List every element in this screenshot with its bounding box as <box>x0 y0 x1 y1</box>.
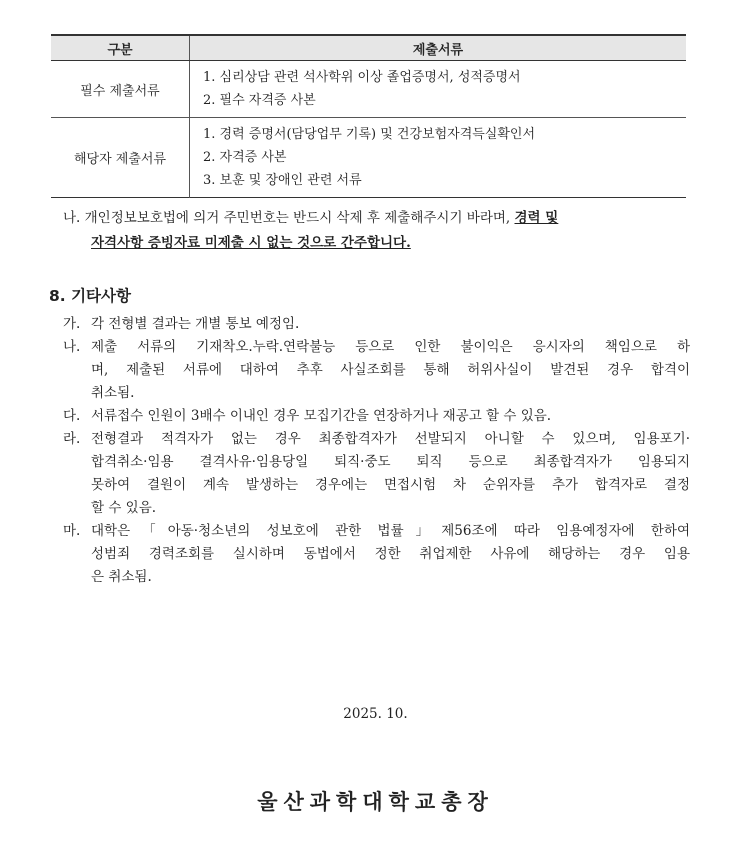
item-marker: 마. <box>63 523 81 539</box>
item-line: 못하여 결원이 계속 발생하는 경우에는 면접시험 차 순위자를 추가 합격자로 결정 <box>91 477 690 493</box>
item-line: 성범죄 경력조회를 실시하며 동법에서 정한 취업제한 사유에 해당하는 경우 임용 <box>91 546 690 562</box>
note-emphasis: 경력 및 <box>514 210 559 226</box>
item-line: 합격취소·임용 결격사유·임용당일 퇴직·중도 퇴직 등으로 최종합격자가 임용되지 <box>91 454 690 470</box>
item-line: 제출 서류의 기재착오.누락.연락불능 등으로 인한 불이익은 응시자의 책임으로 하 <box>91 339 690 355</box>
row-category: 해당자 제출서류 <box>51 118 190 198</box>
list-item <box>63 520 690 589</box>
documents-table <box>51 34 686 198</box>
item-line: 전형결과 적격자가 없는 경우 최종합격자가 선발되지 아니할 수 있으며, 임용포기· <box>91 431 690 447</box>
note-line-1 <box>63 206 558 226</box>
item-line: 은 취소됨. <box>91 569 152 585</box>
table-row <box>51 118 686 198</box>
item-marker: 나. <box>63 339 81 355</box>
note-line-2 <box>91 231 411 251</box>
section-heading: 8. 기타사항 <box>49 287 131 305</box>
note-emphasis: 자격사항 증빙자료 미제출 시 없는 것으로 간주합니다. <box>91 235 411 251</box>
header-category: 구분 <box>51 35 190 61</box>
row-documents <box>190 118 687 198</box>
item-line: 대학은「아동·청소년의 성보호에 관한 법률」제56조에 따라 임용예정자에 한하여 <box>91 523 690 539</box>
list-item <box>63 313 690 336</box>
note-text: 개인정보보호법에 의거 주민번호는 반드시 삭제 후 제출해주시기 바라며, <box>84 210 511 226</box>
document-line: 3. 보훈 및 장애인 관련 서류 <box>203 173 362 188</box>
document-line: 2. 자격증 사본 <box>203 150 287 165</box>
item-marker: 가. <box>63 316 81 332</box>
document-line: 1. 심리상담 관련 석사학위 이상 졸업증명서, 성적증명서 <box>203 70 521 85</box>
item-line: 며, 제출된 서류에 대하여 추후 사실조회를 통해 허위사실이 발견된 경우 합격이 <box>91 362 690 378</box>
signature-president: 울산과학대학교총장 <box>257 789 494 814</box>
document-line: 1. 경력 증명서(담당업무 기록) 및 건강보험자격득실확인서 <box>203 127 536 142</box>
list-item <box>63 428 690 520</box>
row-documents <box>190 61 687 118</box>
item-line: 취소됨. <box>91 385 135 401</box>
list-item <box>63 336 690 405</box>
other-items-list <box>63 313 690 589</box>
list-item <box>63 405 690 428</box>
document-line: 2. 필수 자격증 사본 <box>203 93 316 108</box>
note-marker: 나. <box>63 210 81 226</box>
header-documents: 제출서류 <box>190 35 687 61</box>
document-date: 2025. 10. <box>343 706 408 722</box>
item-line: 서류접수 인원이 3배수 이내인 경우 모집기간을 연장하거나 재공고 할 수 있음. <box>91 408 552 424</box>
item-marker: 라. <box>63 431 81 447</box>
item-line: 각 전형별 결과는 개별 통보 예정임. <box>91 316 300 332</box>
table-header-row <box>51 35 686 61</box>
row-category: 필수 제출서류 <box>51 61 190 118</box>
item-line: 할 수 있음. <box>91 500 157 516</box>
table-row <box>51 61 686 118</box>
item-marker: 다. <box>63 408 81 424</box>
